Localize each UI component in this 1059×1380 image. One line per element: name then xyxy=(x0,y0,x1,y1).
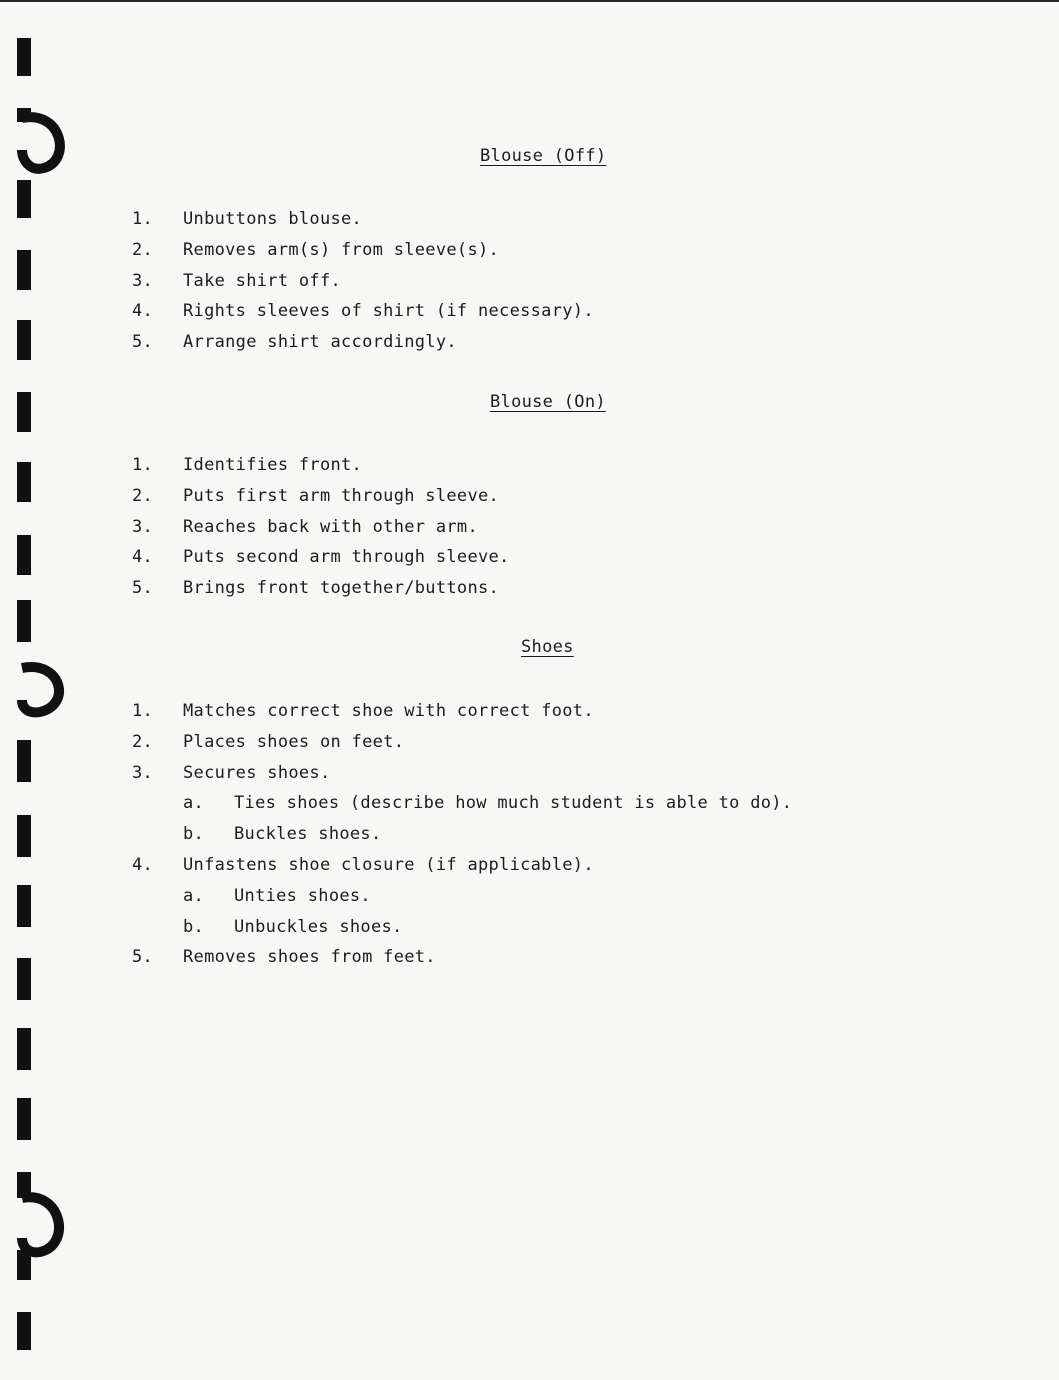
item-text: Puts second arm through sleeve. xyxy=(183,547,510,567)
section-heading-shoes: Shoes xyxy=(521,637,574,657)
binder-mark xyxy=(17,815,31,857)
item-text: Arrange shirt accordingly. xyxy=(183,332,457,352)
item-letter: b. xyxy=(183,824,205,844)
binder-mark xyxy=(17,885,31,927)
item-text: Unties shoes. xyxy=(234,886,371,906)
item-number: 5. xyxy=(132,332,154,352)
item-text: Brings front together/buttons. xyxy=(183,578,500,598)
item-text: Unfastens shoe closure (if applicable). xyxy=(183,855,594,875)
binder-mark xyxy=(17,1028,31,1070)
binder-hole-arc xyxy=(22,1197,59,1252)
binder-mark xyxy=(17,462,31,502)
item-number: 3. xyxy=(132,763,154,783)
item-number: 4. xyxy=(132,301,154,321)
binder-mark xyxy=(17,320,31,360)
binder-mark xyxy=(17,1250,31,1280)
item-text: Places shoes on feet. xyxy=(183,732,405,752)
item-text: Rights sleeves of shirt (if necessary). xyxy=(183,301,594,321)
item-text: Matches correct shoe with correct foot. xyxy=(183,701,594,721)
binder-hole-arc xyxy=(22,667,59,712)
item-text: Take shirt off. xyxy=(183,271,342,291)
item-number: 3. xyxy=(132,271,154,291)
item-text: Identifies front. xyxy=(183,455,363,475)
item-number: 1. xyxy=(132,209,154,229)
item-number: 5. xyxy=(132,947,154,967)
item-letter: a. xyxy=(183,793,205,813)
binder-mark xyxy=(17,392,31,432)
item-number: 2. xyxy=(132,486,154,506)
item-text: Puts first arm through sleeve. xyxy=(183,486,500,506)
item-text: Buckles shoes. xyxy=(234,824,382,844)
binder-mark xyxy=(17,958,31,1000)
item-text: Ties shoes (describe how much student is able to do). xyxy=(234,793,793,813)
item-number: 4. xyxy=(132,547,154,567)
item-text: Unbuttons blouse. xyxy=(183,209,363,229)
binder-mark xyxy=(17,1312,31,1350)
item-text: Secures shoes. xyxy=(183,763,331,783)
binder-mark xyxy=(17,600,31,642)
item-number: 4. xyxy=(132,855,154,875)
binder-mark xyxy=(17,38,31,76)
binder-mark xyxy=(17,1172,31,1198)
binder-mark xyxy=(17,108,31,122)
binder-hole-marks xyxy=(0,0,80,1380)
section-heading-blouse-off: Blouse (Off) xyxy=(480,146,607,166)
item-letter: a. xyxy=(183,886,205,906)
item-number: 2. xyxy=(132,732,154,752)
item-number: 3. xyxy=(132,517,154,537)
item-number: 1. xyxy=(132,701,154,721)
binder-mark xyxy=(17,250,31,290)
item-text: Reaches back with other arm. xyxy=(183,517,478,537)
item-number: 2. xyxy=(132,240,154,260)
binder-hole-arc xyxy=(22,117,60,169)
item-number: 1. xyxy=(132,455,154,475)
item-text: Unbuckles shoes. xyxy=(234,917,403,937)
item-text: Removes shoes from feet. xyxy=(183,947,436,967)
item-text: Removes arm(s) from sleeve(s). xyxy=(183,240,500,260)
binder-mark xyxy=(17,180,31,218)
page-top-edge xyxy=(0,0,1059,2)
item-number: 5. xyxy=(132,578,154,598)
item-letter: b. xyxy=(183,917,205,937)
binder-mark xyxy=(17,535,31,575)
binder-mark xyxy=(17,1098,31,1140)
binder-mark xyxy=(17,740,31,782)
section-heading-blouse-on: Blouse (On) xyxy=(490,392,606,412)
